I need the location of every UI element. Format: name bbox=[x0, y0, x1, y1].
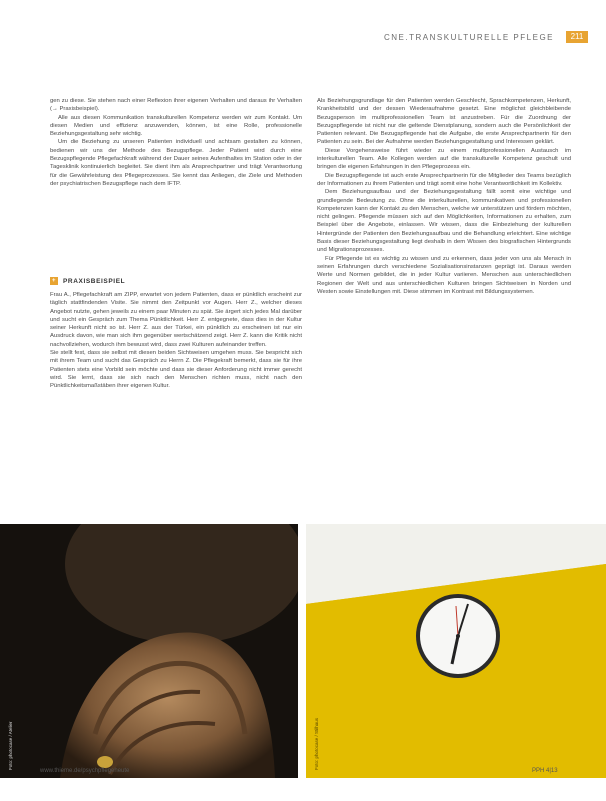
left-paragraph: Alle aus diesen Kommunikation transkulturellen Kompetenz werden wir zum Kontakt. Um diesen Medien und effizienz anzuwenden, können, ist eine Rolle, professionelle Beziehungsgestaltung sehr wichtig. bbox=[50, 114, 302, 138]
right-paragraph: Für Pflegende ist es wichtig zu wissen und zu erkennen, dass jeder von uns als Mensch in seinen Erfahrungen durch verschiedene Sozialisationsinstanzen geprägt ist. Daraus werden Werte und Normen gebildet, die in jeder Kultur variieren. Menschen aus unterschiedlichen Regionen der Welt und aus unterschiedlichen Kulturen bringen Sichtweisen in Norden und Westen sowie Einstellungen mit. Diese stimmen im Kontrast mit Bildungssystemen. bbox=[317, 255, 571, 295]
page-number: 211 bbox=[566, 31, 588, 43]
practice-example-box bbox=[50, 277, 302, 391]
right-paragraph: Als Beziehungsgrundlage für den Patienten werden Geschlecht, Sprachkompetenzen, Herkunft, Krankheitsbild und der dessen Wiederaufnahme gesetzt. Eine möglichst gleichbleibende Bezugsperson im multiprofessionellen Team ist anzustreben. Für die Zuordnung der Bezugspflegende ist nicht nur die geltende Dienstplanung, sondern auch die Persönlichkeit der Patienten relevant. Die Bezugspflegende hat die Aufgabe, die erste Ansprechpartnerin für den Patienten zu sein. Bei der Aufnahme werden Beziehungsgestaltung und Interessen geklärt. bbox=[317, 98, 571, 146]
photo-elderly-hands bbox=[0, 524, 298, 778]
plus-icon: + bbox=[51, 278, 57, 284]
practice-example-heading-row bbox=[50, 277, 302, 285]
right-paragraph: Dem Beziehungsaufbau und der Beziehungsgestaltung fällt somit eine wichtige und grundlegende Bedeutung zu. Ohne die interkulturellen, kommunikativen und professionellen Kompetenzen kann der Kontakt zu den Menschen, welche wir unterstützen und fördern möchten, nicht gelingen. Pflegende müssen sich auf den Möglichkeiten, Informationen zu erhalten, zum Beispiel über die Angebote, einlassen. Wir wissen, dass die Einbeziehung der kulturellen Hintergründe der Patienten den Beziehungsaufbau und die Behandlung erleichtert. Eine wichtige Basis dieser Beziehungsgestaltung liegt deshalb in dem Wissen des biografischen Hintergrunds und Migrationsprozesses. bbox=[317, 189, 571, 254]
page-header-title: CNE.TRANSKULTURELLE PFLEGE bbox=[384, 33, 554, 42]
right-paragraph: Diese Vorgehensweise führt wieder zu einem multiprofessionellen Austausch im interkulturellen Team. Alle Kollegen werden auf die transkulturelle Kompetenz geschult und bringen die eigenen Erfahrungen in den Pflegeprozess ein. bbox=[317, 147, 571, 171]
practice-paragraph: Sie stellt fest, dass sie selbst mit diesen beiden Sichtweisen umgehen muss. Sie bespricht sich mit ihrem Team und sucht das Gespräch zu Herrn Z. Die Pflegekraft bemerkt, dass sie für ihre Patienten stets eine Vorbild sein möchte und dass sie dieser Anforderung nicht immer gerecht wird. Sie lernt, dass sie sich nach den Menschen richten muss, nicht nach den Pünktlichkeitsmaßstäben ihrer eigenen Kultur. bbox=[50, 350, 302, 390]
elderly-hands-illustration bbox=[0, 524, 298, 778]
photo-credit-right: Foto: photocase / Stilhaus bbox=[314, 717, 319, 770]
left-paragraph: gen zu diese. Sie stehen nach einer Reflexion ihrer eigenen Verhalten und daraus ihr Verhalten (→ Praxisbeispiel). bbox=[50, 98, 302, 113]
footer-issue: PPH 4|13 bbox=[532, 768, 558, 774]
practice-example-text bbox=[50, 291, 302, 391]
photo-wall-clock bbox=[306, 524, 606, 778]
wall-clock-illustration bbox=[306, 524, 606, 778]
right-paragraph: Die Bezugspflegende ist auch erste Ansprechpartnerin für die Mitglieder des Teams bezüglich der Informationen zu ihrem Patienten und trägt somit eine hohe Verantwortlichkeit im Kollektiv. bbox=[317, 172, 571, 187]
photo-credit-left: Foto: photocase / Atelier bbox=[8, 721, 13, 770]
practice-example-heading: PRAXISBEISPIEL bbox=[63, 277, 126, 285]
practice-paragraph: Frau A., Pflegefachkraft am ZIPP, erwartet von jedem Patienten, dass er pünktlich erscheint zur täglich stattfindenden Visite. Sie nimmt den Zeitpunkt vor Augen. Herr Z., welcher dieses Angebot nutzte, gehen jeweils zu einem paar Minuten zu spät. Sie ärgert sich jedes Mal darüber und sucht ein Gespräch zum Thema Pünktlichkeit. Herr Z. entgegnete, dass dies in der Kultur seiner Herkunft nicht so ist. Herr Z. aus der Türkei, ein pünktlich zu erscheinen ist nur ein Ausdruck davon, wie man sich ihm gegenüber wertschätzend zeigt. Herr Z. kann die Kritik nicht nachvollziehen, wodurch ihm bewusst wird, dass zwei Kulturen aufeinander treffen. bbox=[50, 292, 302, 348]
left-column bbox=[50, 97, 302, 188]
right-column bbox=[317, 97, 571, 296]
footer-url[interactable]: www.thieme.de/psychpflegeheute bbox=[40, 768, 130, 774]
left-paragraph: Um die Beziehung zu unseren Patienten individuell und achtsam gestalten zu können, bedienen wir uns der Methode des Bezugspflege. Jeder Patient wird durch eine Bezugspflegende Pflegefachkraft während der Dauer seines Aufenthaltes im Station oder in der Tagesklinik kontinuierlich begleitet. Sie dient ihm als Ansprechpartner und trägt Verantwortung für die Gewährleistung des Pflegeprozesses. Sie kennt das Anliegen, die Ziele und Methoden der psychiatrischen Bezugspflege nach dem IFTP. bbox=[50, 139, 302, 187]
